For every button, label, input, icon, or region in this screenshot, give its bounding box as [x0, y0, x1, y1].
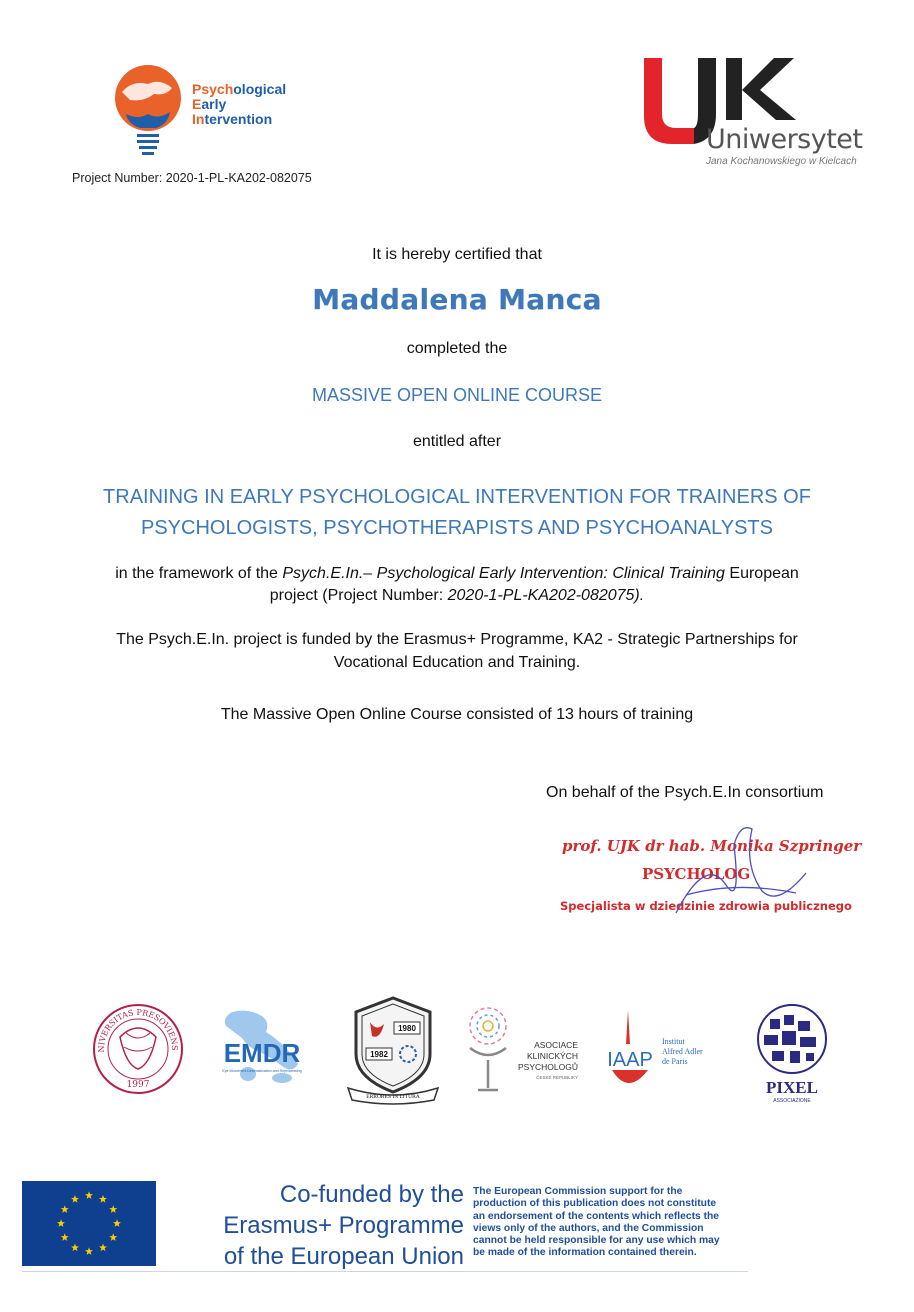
iaap-tower-icon — [608, 1010, 724, 1096]
eu-star-icon — [99, 1195, 107, 1203]
emdr-wordmark: EMDR — [223, 1038, 301, 1068]
eu-star-icon — [85, 1247, 93, 1255]
completed-text: completed the — [406, 340, 508, 357]
disclaimer-line-2: production of this publication does not constitute — [473, 1198, 717, 1210]
partner-logo-presov-university — [90, 1003, 186, 1095]
iaap-line-1: Institut — [662, 1037, 685, 1046]
pixel-subtitle: ASSOCIAZIONE — [773, 1098, 811, 1104]
eu-star-icon — [71, 1195, 79, 1203]
pei-word-1-rest: ological — [233, 81, 287, 97]
disclaimer-line-4: views only of the authors, and the Commission — [473, 1222, 704, 1234]
certified-intro: It is hereby certified that — [372, 246, 542, 263]
footer-divider — [22, 1271, 748, 1272]
on-behalf-text: On behalf of the Psych.E.In consortium — [546, 784, 824, 801]
crest-year-2: 1982 — [370, 1050, 388, 1059]
emdr-subtitle: Eye Movement Desensitization and Reprocessing — [222, 1069, 302, 1073]
eu-disclaimer — [473, 1186, 748, 1260]
framework-project-title: Psych.E.In.– Psychological Early Intervention: Clinical Training — [282, 565, 725, 582]
entitled-text: entitled after — [412, 433, 502, 450]
pei-word-psych-highlight: Psych — [192, 81, 234, 97]
eu-star-icon — [99, 1244, 107, 1252]
course-hours: The Massive Open Online Course consisted of 13 hours of training — [220, 706, 694, 723]
funding-line-2: Vocational Education and Training. — [333, 654, 581, 671]
pixel-europe-icon — [750, 1003, 834, 1105]
akp-line-3: PSYCHOLOGŮ — [518, 1062, 578, 1072]
stamp-line-2: PSYCHOLOG — [642, 865, 751, 883]
recipient-name: Maddalena Manca — [312, 283, 602, 316]
akp-line-2: KLINICKÝCH — [526, 1051, 578, 1061]
eu-star-icon — [109, 1233, 117, 1241]
pixel-wordmark: PIXEL — [766, 1078, 818, 1097]
pei-word-e-highlight: E — [192, 96, 202, 112]
iaap-wordmark: IAAP — [608, 1049, 653, 1071]
partner-logo-pixel — [750, 1003, 834, 1105]
eu-stars-icon — [22, 1181, 156, 1266]
iaap-line-2: Alfred Adler — [662, 1047, 703, 1056]
iaap-line-3: de Paris — [662, 1057, 688, 1066]
course-title-line-2: PSYCHOLOGISTS, PSYCHOTHERAPISTS AND PSYCHOANALYSTS — [140, 517, 773, 539]
akp-line-1: ASOCIACE — [534, 1040, 578, 1050]
cofunded-erasmus-text — [172, 1179, 464, 1272]
akp-tree-icon — [462, 1004, 590, 1096]
presov-year: 1997 — [126, 1080, 150, 1090]
disclaimer-line-6: be made of the information contained therein. — [473, 1247, 697, 1259]
course-title-line-1: TRAINING IN EARLY PSYCHOLOGICAL INTERVENTION FOR TRAINERS OF — [103, 486, 811, 508]
framework-text-2: European — [724, 565, 799, 582]
presov-seal-icon — [90, 1003, 186, 1095]
disclaimer-line-3: an endorsement of the contents which reflects the — [473, 1210, 720, 1222]
psych-early-intervention-logo — [108, 62, 298, 162]
eu-star-icon — [85, 1191, 93, 1199]
crest-ribbon-text: ERRORES IN LITURA — [366, 1094, 420, 1100]
cofunded-line-3: of the European Union — [223, 1243, 464, 1270]
partner-logo-iaap — [608, 1010, 724, 1096]
ujk-subtitle: Jana Kochanowskiego w Kielcach — [706, 156, 857, 167]
handwritten-signature — [556, 815, 846, 927]
framework-project-number: 2020-1-PL-KA202-082075). — [447, 587, 645, 604]
partner-logo-emdr — [212, 1008, 312, 1090]
course-type: MASSIVE OPEN ONLINE COURSE — [311, 385, 603, 405]
lightbulb-hands-icon — [108, 62, 198, 162]
psych-early-intervention-wordmark — [192, 82, 286, 127]
stamp-line-1: prof. UJK dr hab. Monika Szpringer — [562, 837, 862, 855]
partner-logo-akp-czech — [462, 1004, 590, 1096]
disclaimer-line-1: The European Commission support for the — [473, 1186, 683, 1197]
funding-line-1: The Psych.E.In. project is funded by the Erasmus+ Programme, KA2 - Strategic Partnerships for — [116, 631, 798, 648]
presov-ring-text: NIVERSITAS PRESOVIENS — [96, 1007, 180, 1053]
eu-star-icon — [57, 1219, 65, 1227]
funding-paragraph — [0, 628, 914, 674]
eu-star-icon — [61, 1233, 69, 1241]
eu-flag — [22, 1181, 156, 1266]
pei-word-3-rest: tervention — [204, 111, 273, 127]
emdr-italy-map-icon — [212, 1008, 312, 1090]
partner-logo-lithuanian-psychologists — [346, 996, 440, 1106]
eu-star-icon — [71, 1244, 79, 1252]
pei-word-2-rest: arly — [201, 96, 227, 112]
framework-paragraph — [0, 563, 914, 607]
stamp-line-3: Specjalista w dziedzinie zdrowia publicznego — [560, 899, 852, 913]
cofunded-line-2: Erasmus+ Programme — [223, 1212, 464, 1239]
ujk-university-logo — [636, 52, 866, 174]
eu-star-icon — [113, 1219, 121, 1227]
akp-subtitle: ČESKÉ REPUBLIKY — [536, 1075, 578, 1080]
eu-star-icon — [61, 1205, 69, 1213]
disclaimer-line-5: cannot be held responsible for any use which may — [473, 1235, 720, 1247]
cofunded-line-1: Co-funded by the — [279, 1181, 464, 1208]
framework-text-3: project (Project Number: — [269, 587, 448, 604]
signature-stamp — [556, 815, 862, 927]
shield-crest-icon — [346, 996, 440, 1106]
pei-word-in-highlight: In — [192, 111, 205, 127]
course-title — [0, 482, 914, 544]
eu-star-icon — [109, 1205, 117, 1213]
framework-text-1: in the framework of the — [115, 565, 283, 582]
ujk-name: Uniwersytet — [706, 124, 863, 155]
header-project-number: Project Number: 2020-1-PL-KA202-082075 — [72, 171, 312, 185]
crest-year-1: 1980 — [398, 1024, 416, 1033]
